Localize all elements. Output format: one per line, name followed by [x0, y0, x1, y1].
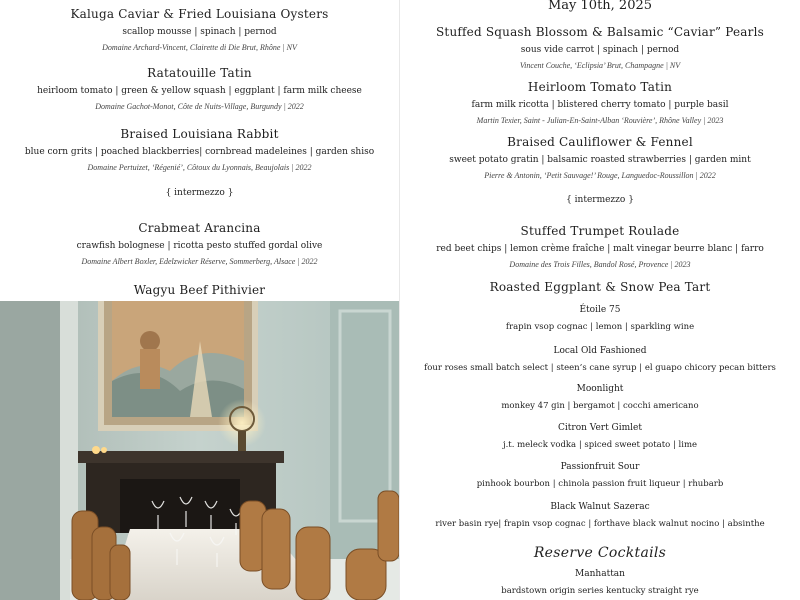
course-description: sous vide carrot | spinach | pernod	[520, 45, 680, 55]
course-title: Stuffed Trumpet Roulade	[520, 224, 680, 238]
course-description: blue corn grits | poached blackberries| cornbread madeleines | garden shiso	[24, 147, 375, 157]
cocktail-item	[400, 568, 800, 597]
cocktail-name: Manhattan	[575, 569, 625, 579]
menu-course	[0, 220, 399, 268]
menu-course	[0, 126, 399, 174]
wine-pairing: Vincent Couche, ‘Eclipsia’ Brut, Champagne | NV	[519, 61, 681, 70]
cocktail-item	[400, 383, 800, 412]
cocktail-name: Black Walnut Sazerac	[550, 502, 650, 512]
cocktail-description: j.t. meleck vodka | spiced sweet potato | lime	[502, 440, 698, 450]
menu-date: May 10th, 2025	[547, 0, 653, 13]
course-description: heirloom tomato | green & yellow squash | eggplant | farm milk cheese	[37, 86, 362, 96]
dining-room-photo	[0, 301, 399, 600]
menu-course	[0, 6, 399, 54]
course-description: scallop mousse | spinach | pernod	[122, 27, 277, 37]
cocktail-name: Passionfruit Sour	[560, 462, 640, 472]
cocktail-description: frapin vsop cognac | lemon | sparkling wine	[505, 322, 695, 332]
course-title: Heirloom Tomato Tatin	[527, 80, 673, 94]
menu-course	[400, 24, 800, 72]
cocktail-description: pinhook bourbon | chinola passion fruit liqueur | rhubarb	[476, 479, 724, 489]
course-description: farm milk ricotta | blistered cherry tomato | purple basil	[471, 100, 729, 110]
cocktail-description: four roses small batch select | steen’s cane syrup | el guapo chicory pecan bitters	[424, 363, 776, 373]
course-title: Crabmeat Arancina	[138, 221, 261, 235]
course-title: Wagyu Beef Pithivier	[133, 283, 266, 297]
reserve-cocktails-heading: Reserve Cocktails	[533, 545, 667, 561]
cocktail-item	[400, 422, 800, 451]
course-title: Ratatouille Tatin	[147, 66, 252, 80]
menu-course	[0, 282, 399, 298]
wine-pairing: Domaine Archard-Vincent, Clairette di Die Brut, Rhône | NV	[102, 43, 297, 52]
cocktail-item	[400, 461, 800, 490]
wine-pairing: Martin Texier, Saint - Julian-En-Saint-Alban ‘Rouvière’, Rhône Valley | 2023	[476, 116, 724, 125]
course-title: Roasted Eggplant & Snow Pea Tart	[489, 280, 711, 294]
intermezzo-label: { intermezzo }	[566, 195, 634, 205]
cocktail-description: bardstown origin series kentucky straight rye	[501, 586, 699, 596]
cocktail-description: river basin rye| frapin vsop cognac | forthave black walnut nocino | absinthe	[435, 519, 765, 529]
cocktail-name: Étoile 75	[579, 305, 621, 315]
cocktail-item	[400, 304, 800, 333]
wine-pairing: Pierre & Antonin, ‘Petit Sauvage!’ Rouge, Languedoc-Roussillon | 2022	[484, 171, 716, 180]
cocktail-item	[400, 345, 800, 374]
course-title: Stuffed Squash Blossom & Balsamic “Caviar” Pearls	[436, 25, 764, 39]
menu-course	[400, 79, 800, 127]
course-title: Kaluga Caviar & Fried Louisiana Oysters	[70, 7, 329, 21]
cocktail-item	[400, 501, 800, 530]
cocktail-name: Citron Vert Gimlet	[558, 423, 642, 433]
wine-pairing: Domaine Gachot-Monot, Côte de Nuits-Village, Burgundy | 2022	[95, 102, 304, 111]
wine-pairing: Domaine des Trois Filles, Bandol Rosé, Provence | 2023	[509, 260, 691, 269]
right-menu-column	[400, 0, 800, 600]
course-title: Braised Cauliflower & Fennel	[507, 135, 693, 149]
intermezzo-label: { intermezzo }	[165, 188, 234, 198]
course-title: Braised Louisiana Rabbit	[120, 127, 279, 141]
menu-course	[400, 279, 800, 295]
left-menu-column	[0, 0, 399, 600]
cocktail-description: monkey 47 gin | bergamot | cocchi americano	[501, 401, 699, 411]
menu-course	[400, 134, 800, 182]
wine-pairing: Domaine Albert Boxler, Edelzwicker Réserve, Sommerberg, Alsace | 2022	[81, 257, 318, 266]
cocktail-name: Local Old Fashioned	[553, 346, 647, 356]
course-description: crawfish bolognese | ricotta pesto stuffed gordal olive	[76, 241, 323, 251]
course-description: sweet potato gratin | balsamic roasted strawberries | garden mint	[449, 155, 751, 165]
cocktail-name: Moonlight	[576, 384, 624, 394]
menu-course	[0, 65, 399, 113]
course-description: red beet chips | lemon crème fraîche | malt vinegar beurre blanc | farro	[436, 244, 764, 254]
wine-pairing: Domaine Pertuizet, ‘Régenié’, Côtoux du Lyonnais, Beaujolais | 2022	[87, 163, 312, 172]
menu-course	[400, 223, 800, 271]
